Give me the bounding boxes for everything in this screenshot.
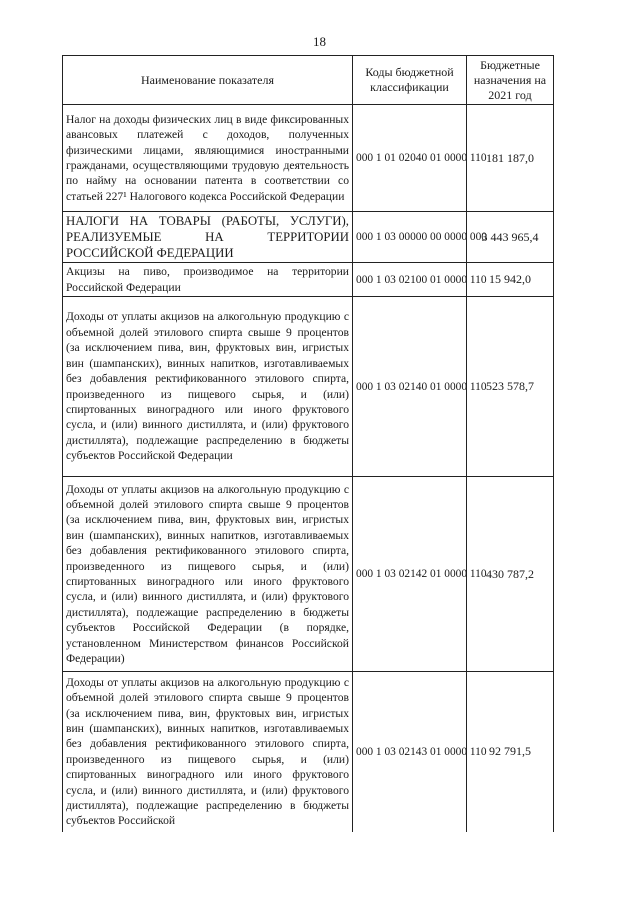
header-budget-2021: Бюджетные назначения на 2021 год: [467, 56, 554, 105]
row-classification-code: 000 1 03 02142 01 0000 110: [353, 477, 467, 672]
row-classification-code: 000 1 03 00000 00 0000 000: [353, 212, 467, 263]
table-row: [63, 672, 554, 832]
table-row: [63, 263, 554, 297]
row-budget-value: 3 443 965,4: [467, 212, 554, 263]
row-indicator-name: НАЛОГИ НА ТОВАРЫ (РАБОТЫ, УСЛУГИ), РЕАЛИЗУЕМЫЕ НА ТЕРРИТОРИИ РОССИЙСКОЙ ФЕДЕРАЦИИ: [63, 212, 353, 263]
row-indicator-name: Акцизы на пиво, производимое на территории Российской Федерации: [63, 263, 353, 297]
budget-table: [62, 55, 554, 832]
row-classification-code: 000 1 03 02143 01 0000 110: [353, 672, 467, 832]
table-row: [63, 297, 554, 477]
row-classification-code: 000 1 03 02140 01 0000 110: [353, 297, 467, 477]
table-row: [63, 212, 554, 263]
row-classification-code: 000 1 03 02100 01 0000 110: [353, 263, 467, 297]
row-budget-value: 15 942,0: [467, 263, 554, 297]
header-classification-codes: Коды бюджетной классификации: [353, 56, 467, 105]
row-classification-code: 000 1 01 02040 01 0000 110: [353, 105, 467, 212]
row-budget-value: 523 578,7: [467, 297, 554, 477]
page-number: 18: [313, 34, 326, 49]
row-indicator-name: Налог на доходы физических лиц в виде фиксированных авансовых платежей с доходов, полученных физическими лицами, являющимися иностранными гражданами, осуществляющими трудовую деятельность по найму на основании патента в соответствии со статьей 227¹ Налогового кодекса Российской Федерации: [63, 105, 353, 212]
row-budget-value: 92 791,5: [467, 672, 554, 832]
row-indicator-name: Доходы от уплаты акцизов на алкогольную продукцию с объемной долей этилового спирта свыше 9 процентов (за исключением пива, вин, фруктовых вин, игристых вин (шампанских), винных напитков, изготавливаемых без добавления ректификованного этилового спирта, произведенного из пищевого сырья, и (или) спиртованных виноградного или иного фруктового сусла, и (или) винного дистиллята, и (или) фруктового дистиллята), подлежащие распределению в бюджеты субъектов Российской: [63, 672, 353, 832]
row-budget-value: 430 787,2: [467, 477, 554, 672]
row-indicator-name: Доходы от уплаты акцизов на алкогольную продукцию с объемной долей этилового спирта свыше 9 процентов (за исключением пива, вин, фруктовых вин, игристых вин (шампанских), винных напитков, изготавливаемых без добавления ректификованного этилового спирта, произведенного из пищевого сырья, и (или) спиртованных виноградного или иного фруктового сусла, и (или) винного дистиллята, и (или) фруктового дистиллята), подлежащие распределению в бюджеты субъектов Российской Федерации: [63, 297, 353, 477]
table-row: [63, 477, 554, 672]
row-indicator-name: Доходы от уплаты акцизов на алкогольную продукцию с объемной долей этилового спирта свыше 9 процентов (за исключением пива, вин, фруктовых вин, игристых вин (шампанских), винных напитков, изготавливаемых без добавления ректификованного этилового спирта, произведенного из пищевого сырья, и (или) спиртованных виноградного или иного фруктового сусла, и (или) винного дистиллята, и (или) фруктового дистиллята), подлежащие распределению в бюджеты субъектов Российской Федерации (в порядке, установленном Министерством финансов Российской Федерации): [63, 477, 353, 672]
table-row: [63, 105, 554, 212]
row-budget-value: 181 187,0: [467, 105, 554, 212]
header-indicator-name: Наименование показателя: [63, 56, 353, 105]
table-header-row: [63, 56, 554, 105]
